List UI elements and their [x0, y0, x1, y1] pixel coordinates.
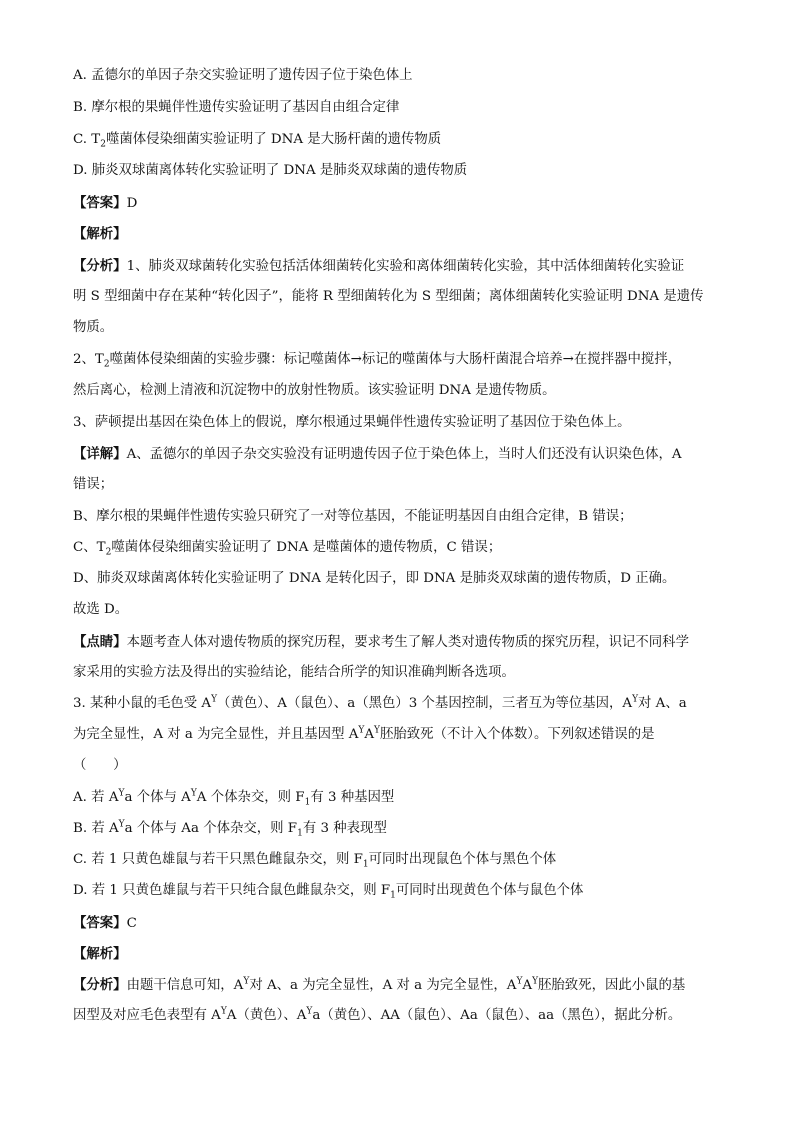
q2-analysis-1c: 物质。 — [73, 320, 114, 335]
q3-stem-1: 3. 某种小鼠的毛色受 $A^Y$（黄色）、A（鼠色）、a（黑色）3 个基因控制，三者互为等位基因，$A^Y$对 A、a — [73, 694, 687, 711]
q3-option-a: A. 若 $A^Ya$ 个体与 $A^YA$ 个体杂交，则 $F_1$有 3 种基因型 — [73, 788, 395, 808]
q2-detail-a2: 错误； — [73, 477, 114, 492]
q2-comment-2: 家采用的实验方法及得出的实验结论，能结合所学的知识准确判断各选项。 — [73, 665, 515, 680]
q2-analysis-1b: 明 S 型细菌中存在某种“转化因子”，能将 R 型细菌转化为 S 型细菌；离体细菌转化实验证明 DNA 是遗传 — [73, 289, 704, 304]
q2-choose: 故选 D。 — [73, 602, 129, 617]
q3-stem-2: 为完全显性，A 对 a 为完全显性，并且基因型 $A^YA^Y$胚胎致死（不计入个体数）。下列叙述错误的是 — [73, 725, 655, 742]
q2-jiexi: 【解析】 — [73, 226, 127, 242]
q2-detail-c: C、$T_2$噬菌体侵染细菌实验证明了 DNA 是噬菌体的遗传物质，C 错误； — [73, 540, 502, 558]
q2-detail-a: 【详解】A、孟德尔的单因子杂交实验没有证明遗传因子位于染色体上，当时人们还没有认识染色体，A — [73, 446, 682, 462]
q2-option-b: B. 摩尔根的果蝇伴性遗传实验证明了基因自由组合定律 — [73, 100, 400, 115]
q3-paren: （ ） — [73, 758, 127, 773]
q2-answer: 【答案】D — [73, 195, 138, 211]
q2-option-a: A. 孟德尔的单因子杂交实验证明了遗传因子位于染色体上 — [73, 68, 413, 83]
q2-analysis-3: 3、萨顿提出基因在染色体上的假说，摩尔根通过果蝇伴性遗传实验证明了基因位于染色体上。 — [73, 415, 631, 430]
q2-option-c: C. $T_2$噬菌体侵染细菌实验证明了 DNA 是大肠杆菌的遗传物质 — [73, 132, 442, 150]
q2-analysis-2: 2、$T_2$噬菌体侵染细菌的实验步骤：标记噬菌体→标记的噬菌体与大肠杆菌混合培养→在搅拌器中搅拌， — [73, 352, 682, 370]
q3-option-d: D. 若 1 只黄色雄鼠与若干只纯合鼠色雌鼠杂交，则 $F_1$可同时出现黄色个体与鼠色个体 — [73, 883, 584, 901]
q3-jiexi: 【解析】 — [73, 946, 127, 962]
q2-option-d: D. 肺炎双球菌离体转化实验证明了 DNA 是肺炎双球菌的遗传物质 — [73, 163, 468, 178]
q2-analysis-1: 【分析】1、肺炎双球菌转化实验包括活体细菌转化实验和离体细菌转化实验，其中活体细菌转化实验证 — [73, 258, 685, 274]
q3-option-c: C. 若 1 只黄色雄鼠与若干只黑色雌鼠杂交，则 $F_1$可同时出现鼠色个体与黑色个体 — [73, 852, 557, 870]
q3-answer: 【答案】C — [73, 915, 137, 931]
q3-analysis-1: 【分析】由题干信息可知，$A^Y$对 A、a 为完全显性，A 对 a 为完全显性，$A^YA^Y$胚胎致死，因此小鼠的基 — [73, 976, 686, 993]
q2-detail-b: B、摩尔根的果蝇伴性遗传实验只研究了一对等位基因，不能证明基因自由组合定律，B 错误； — [73, 509, 633, 524]
q2-comment: 【点睛】本题考查人体对遗传物质的探究历程，要求考生了解人类对遗传物质的探究历程，识记不同科学 — [73, 634, 689, 650]
q3-option-b: B. 若 $A^Ya$ 个体与 Aa 个体杂交，则 $F_1$有 3 种表现型 — [73, 819, 387, 839]
q2-detail-d: D、肺炎双球菌离体转化实验证明了 DNA 是转化因子，即 DNA 是肺炎双球菌的遗传物质，D 正确。 — [73, 571, 676, 586]
q3-analysis-2: 因型及对应毛色表型有 $A^YA$（黄色）、$A^Ya$（黄色）、AA（鼠色）、Aa（鼠色）、aa（黑色），据此分析。 — [73, 1006, 682, 1023]
q2-analysis-2b: 然后离心，检测上清液和沉淀物中的放射性物质。该实验证明 DNA 是遗传物质。 — [73, 383, 556, 398]
